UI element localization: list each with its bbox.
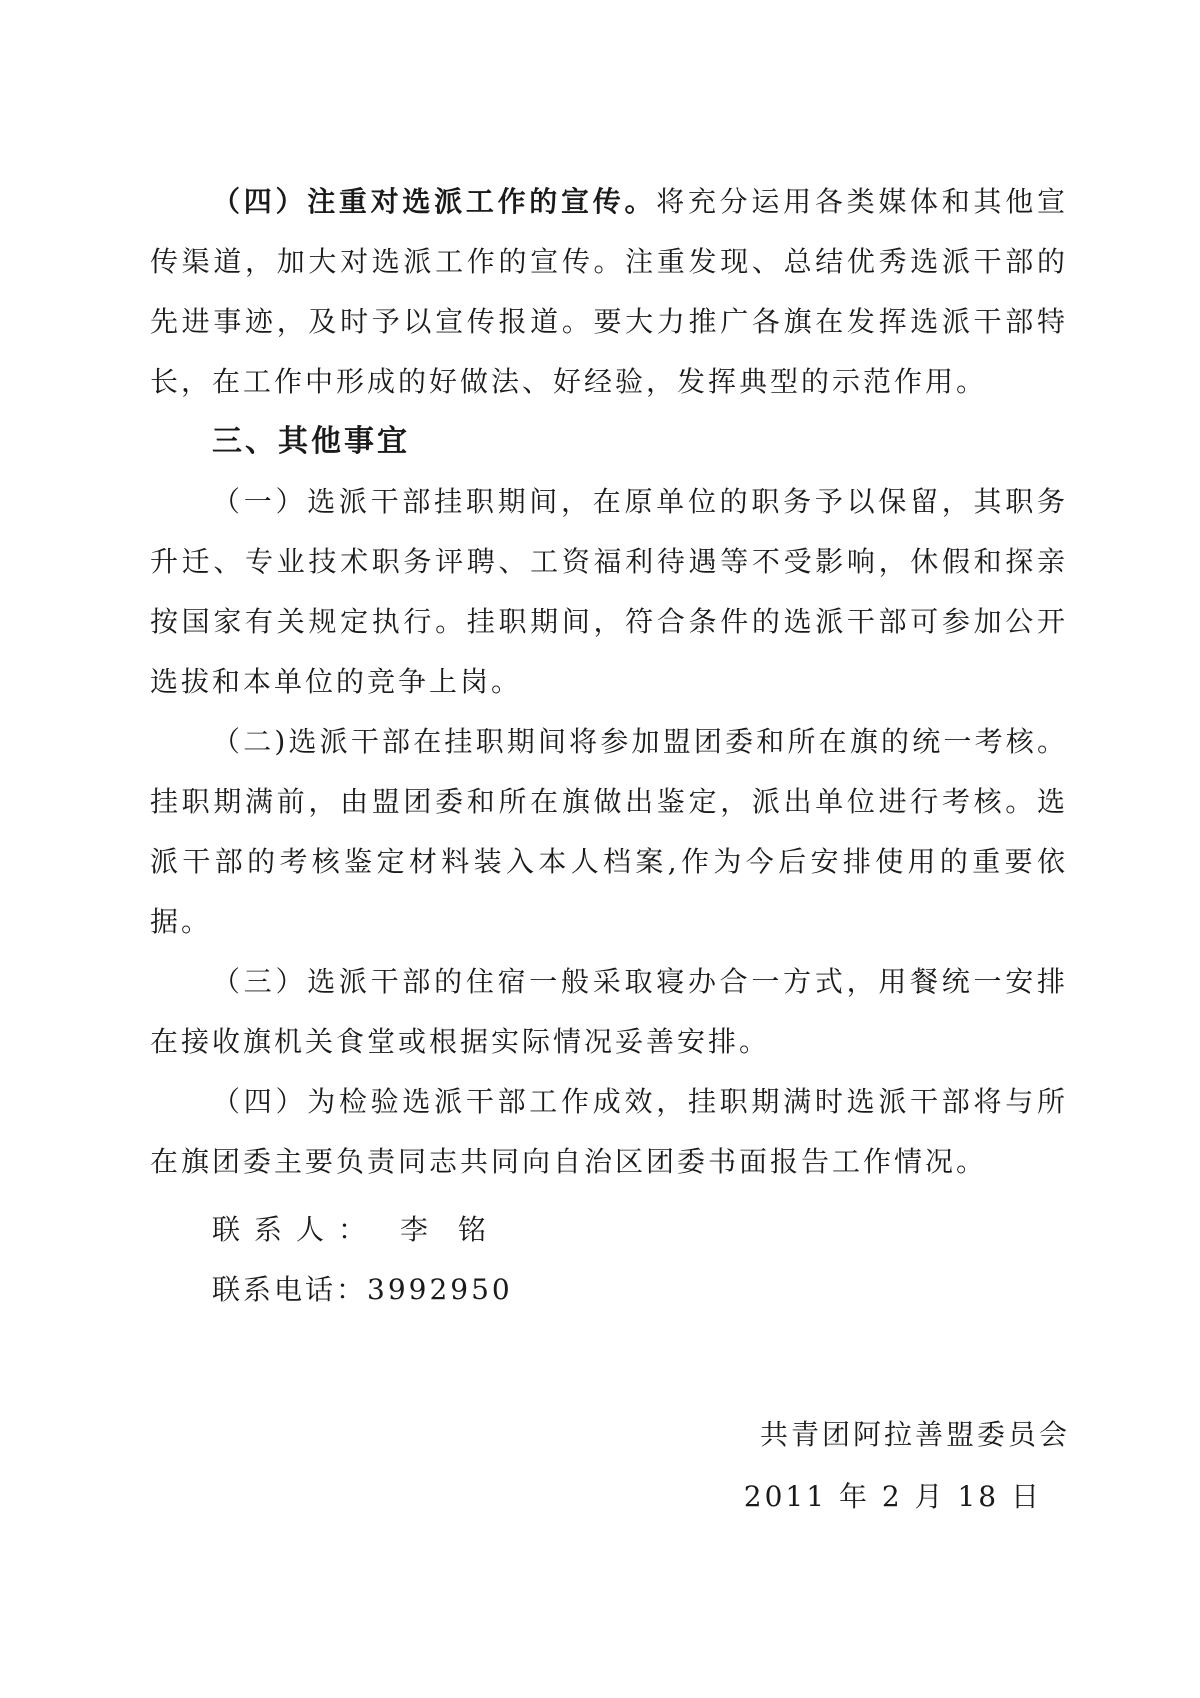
contact-person-name: 李铭 [400,1213,517,1246]
document-body [150,172,1068,1192]
paragraph-lead: （四）注重对选派工作的宣传。 [212,185,657,218]
contact-phone-row [212,1260,516,1320]
paragraph-item-1: （一）选派干部挂职期间，在原单位的职务予以保留，其职务升迁、专业技术职务评聘、工资福利待遇等不受影响，休假和探亲按国家有关规定执行。挂职期间，符合条件的选派干部可参加公开选拔和本单位的竞争上岗。 [150,485,1068,698]
paragraph-section-4 [150,172,1068,412]
paragraph-item-2: （二)选派干部在挂职期间将参加盟团委和所在旗的统一考核。挂职期满前，由盟团委和所在旗做出鉴定，派出单位进行考核。选派干部的考核鉴定材料装入本人档案,作为今后安排使用的重要依据。 [150,725,1068,938]
signature-block [744,1404,1070,1528]
contact-person-row [212,1200,516,1260]
contact-block [212,1200,516,1320]
paragraph-item-3: （三）选派干部的住宿一般采取寝办合一方式，用餐统一安排在接收旗机关食堂或根据实际情况妥善安排。 [150,965,1068,1058]
contact-phone-number: 3992950 [367,1273,513,1306]
paragraph-item-4: （四）为检验选派干部工作成效，挂职期满时选派干部将与所在旗团委主要负责同志共同向自治区团委书面报告工作情况。 [150,1085,1068,1178]
issue-date: 2011 年 2 月 18 日 [743,1480,1042,1513]
section-heading: 三、其他事宜 [212,424,410,459]
issuing-organization: 共青团阿拉善盟委员会 [759,1418,1070,1451]
paragraph-body: 将充分运用各类媒体和其他宣传渠道，加大对选派工作的宣传。注重发现、总结优秀选派干部的先进事迹，及时予以宣传报道。要大力推广各旗在发挥选派干部特长，在工作中形成的好做法、好经验，发挥典型的示范作用。 [150,185,1068,398]
contact-person-label: 联系人： [212,1213,381,1246]
contact-phone-label: 联系电话： [212,1273,368,1306]
